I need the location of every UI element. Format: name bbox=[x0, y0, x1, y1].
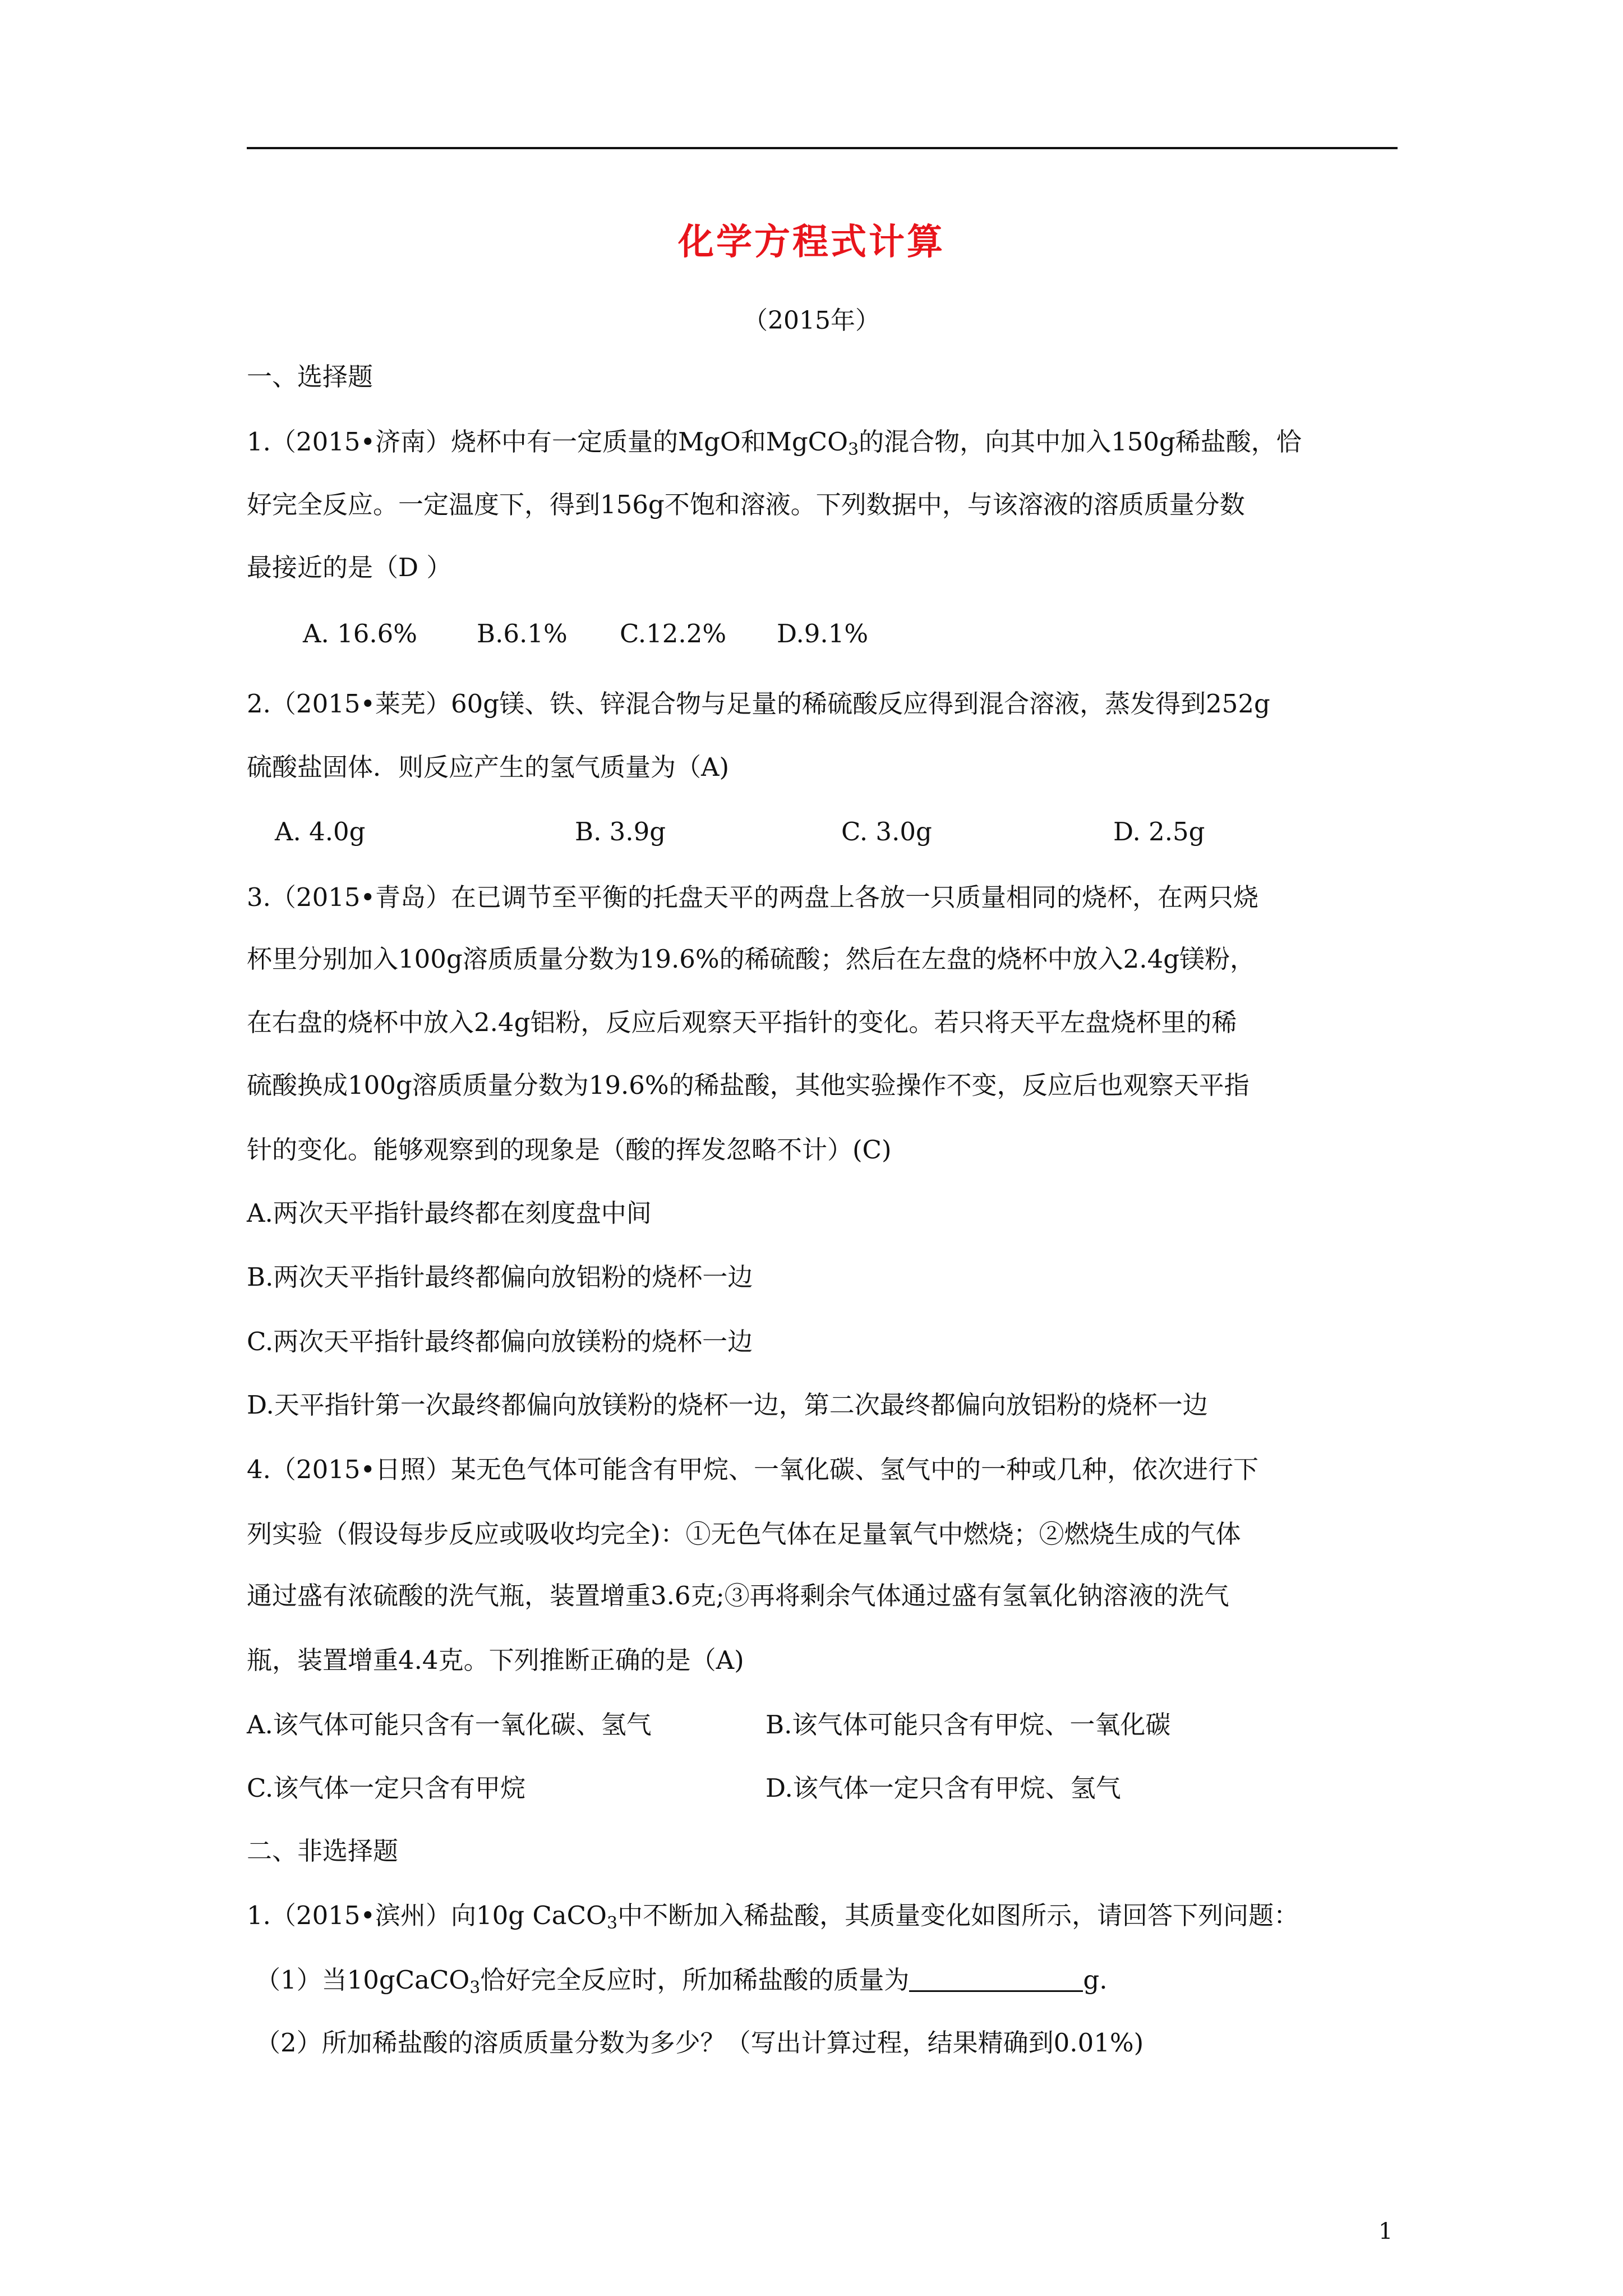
question-4-option-c: C.该气体一定只含有甲烷 bbox=[247, 1773, 526, 1803]
question-4-option-d: D.该气体一定只含有甲烷、氢气 bbox=[766, 1773, 1121, 1803]
question-4-line-1: 4.（2015•日照）某无色气体可能含有甲烷、一氧化碳、氢气中的一种或几种，依次进行下 bbox=[247, 1455, 1259, 1484]
question-1-option-a: A. 16.6% bbox=[303, 619, 418, 648]
section-heading-choice: 一、选择题 bbox=[247, 362, 374, 392]
question-4-option-b: B.该气体可能只含有甲烷、一氧化碳 bbox=[766, 1710, 1171, 1740]
question-1-option-c: C.12.2% bbox=[620, 619, 727, 648]
question-1-line-3: 最接近的是（D ） bbox=[247, 553, 452, 582]
question-1-option-d: D.9.1% bbox=[777, 619, 869, 648]
section-heading-nonchoice: 二、非选择题 bbox=[247, 1836, 399, 1866]
page-number: 1 bbox=[1378, 2219, 1393, 2244]
question-2-line-2: 硫酸盐固体．则反应产生的氢气质量为（A) bbox=[247, 752, 730, 782]
problem-1-line-1: 1.（2015•滨州）向10g CaCO$_3$中不断加入稀盐酸，其质量变化如图所示，请回答下列问题： bbox=[247, 1901, 1299, 1933]
question-3-line-1: 3.（2015•青岛）在已调节至平衡的托盘天平的两盘上各放一只质量相同的烧杯，在两只烧 bbox=[247, 882, 1259, 912]
question-4-line-3: 通过盛有浓硫酸的洗气瓶，装置增重3.6克;③再将剩余气体通过盛有氢氧化钠溶液的洗气 bbox=[247, 1581, 1229, 1611]
question-3-option-a: A.两次天平指针最终都在刻度盘中间 bbox=[247, 1198, 652, 1228]
question-3-option-b: B.两次天平指针最终都偏向放铝粉的烧杯一边 bbox=[247, 1262, 753, 1292]
question-2-option-c: C. 3.0g bbox=[841, 817, 932, 846]
question-4-line-4: 瓶，装置增重4.4克。下列推断正确的是（A) bbox=[247, 1645, 744, 1675]
question-1-line-2: 好完全反应。一定温度下，得到156g不饱和溶液。下列数据中，与该溶液的溶质质量分数 bbox=[247, 490, 1245, 519]
question-2-option-b: B. 3.9g bbox=[575, 817, 666, 846]
question-2-option-a: A. 4.0g bbox=[275, 817, 366, 846]
header-rule bbox=[247, 147, 1398, 149]
page-title: 化学方程式计算 bbox=[678, 222, 945, 263]
question-3-option-c: C.两次天平指针最终都偏向放镁粉的烧杯一边 bbox=[247, 1327, 753, 1356]
question-1-line-1: 1.（2015•济南）烧杯中有一定质量的MgO和MgCO$_3$的混合物，向其中加入150g稀盐酸，恰 bbox=[247, 427, 1302, 459]
question-3-line-5: 针的变化。能够观察到的现象是（酸的挥发忽略不计）(C) bbox=[247, 1135, 892, 1165]
problem-1-part-1: （1）当10gCaCO$_3$恰好完全反应时，所加稀盐酸的质量为 g. bbox=[255, 1965, 1108, 1998]
question-3-line-4: 硫酸换成100g溶质质量分数为19.6%的稀盐酸，其他实验操作不变，反应后也观察天平指 bbox=[247, 1070, 1249, 1100]
question-2-option-d: D. 2.5g bbox=[1113, 817, 1205, 846]
question-3-line-2: 杯里分别加入100g溶质质量分数为19.6%的稀硫酸；然后在左盘的烧杯中放入2.4g镁粉， bbox=[247, 944, 1256, 974]
question-4-option-a: A.该气体可能只含有一氧化碳、氢气 bbox=[247, 1710, 652, 1740]
page-subtitle: （2015年） bbox=[743, 306, 880, 335]
answer-blank[interactable] bbox=[909, 1964, 1083, 1992]
question-1-option-b: B.6.1% bbox=[477, 619, 568, 648]
question-3-line-3: 在右盘的烧杯中放入2.4g铝粉，反应后观察天平指针的变化。若只将天平左盘烧杯里的稀 bbox=[247, 1007, 1237, 1037]
question-2-line-1: 2.（2015•莱芜）60g镁、铁、锌混合物与足量的稀硫酸反应得到混合溶液，蒸发得到252g bbox=[247, 689, 1270, 719]
question-3-option-d: D.天平指针第一次最终都偏向放镁粉的烧杯一边，第二次最终都偏向放铝粉的烧杯一边 bbox=[247, 1390, 1208, 1420]
question-4-line-2: 列实验（假设每步反应或吸收均完全)：①无色气体在足量氧气中燃烧；②燃烧生成的气体 bbox=[247, 1519, 1241, 1549]
problem-1-part-2: （2）所加稀盐酸的溶质质量分数为多少？（写出计算过程，结果精确到0.01%) bbox=[255, 2028, 1144, 2058]
